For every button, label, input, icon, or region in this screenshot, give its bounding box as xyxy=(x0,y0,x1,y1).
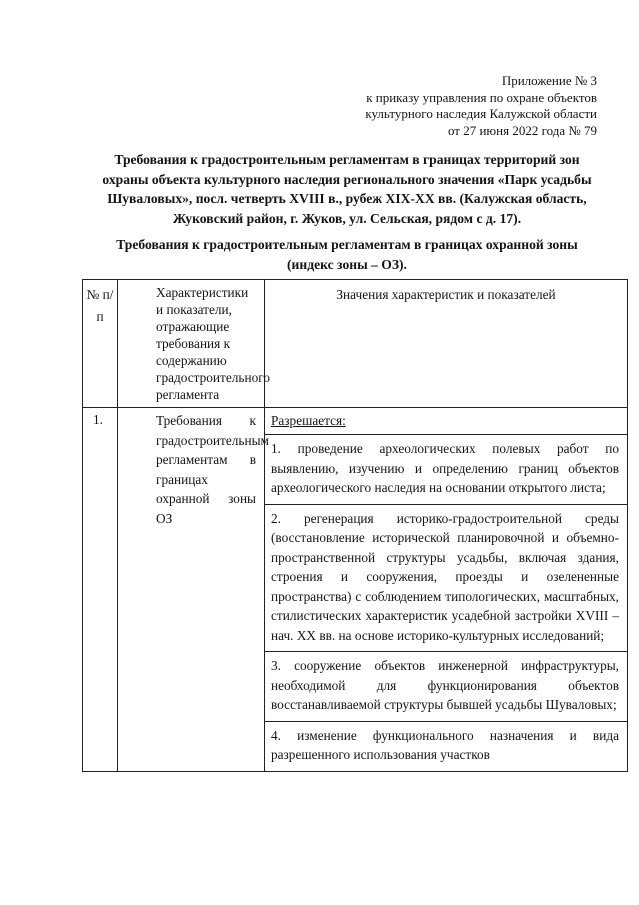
document-subtitle: Требования к градостроительным регламентам в границах охранной зоны (индекс зоны – ОЗ). xyxy=(116,237,578,272)
list-item: 2. регенерация историко-градостроительной среды (восстановление исторической планировочной и объемно-пространственной структуры усадьбы, включая здания, строения и сооружения, проезды и озелененные пространства) с соблюдением типологических, масштабных, стилистических характеристик усадебной застройки XVIII – нач. XX вв. на основе историко-культурных исследований; xyxy=(265,504,627,652)
header-num: № п/п xyxy=(86,287,114,324)
allowed-label: Разрешается: xyxy=(271,413,346,428)
list-item: 4. изменение функционального назначения и вида разрешенного использования участков xyxy=(265,721,627,771)
table-row xyxy=(83,408,628,772)
document-title: Требования к градостроительным регламентам в границах территорий зон охраны объекта культурного наследия регионального значения «Парк усадьбы Шуваловых», посл. четверть XVIII в., рубеж XIX-XX вв. (Калужская область, Жуковский район, г. Жуков, ул. Сельская, рядом с д. 17). xyxy=(102,152,592,226)
appendix-line: Приложение № 3 xyxy=(501,73,597,88)
header-values: Значения характеристик и показателей xyxy=(336,287,556,302)
header-characteristics: Характеристики и показатели, отражающие требования к содержанию градостроительного регламента xyxy=(156,285,270,402)
row-num-cell xyxy=(83,408,118,772)
requirements-table xyxy=(82,279,628,772)
row-values-cell xyxy=(265,408,628,772)
list-item: 3. сооружение объектов инженерной инфраструктуры, необходимой для функционирования объектов восстанавливаемой структуры бывшей усадьбы Шуваловых; xyxy=(265,651,627,721)
row-num: 1. xyxy=(93,412,103,427)
header-characteristics-cell xyxy=(118,280,270,408)
header-num-cell xyxy=(83,280,118,408)
table-header-row xyxy=(83,280,628,408)
appendix-line: от 27 июня 2022 года № 79 xyxy=(447,122,597,138)
row-characteristic-cell xyxy=(118,408,269,772)
appendix-block xyxy=(297,73,597,139)
header-values-cell xyxy=(265,280,628,408)
list-item: 1. проведение археологических полевых работ по выявлению, изучению и определению границ объектов археологического наследия на основании открытого листа; xyxy=(265,434,627,504)
appendix-line: культурного наследия Калужской области xyxy=(365,106,597,121)
appendix-line: к приказу управления по охране объектов xyxy=(366,89,597,105)
row-characteristic: Требования к градостроительным регламентам в границах охранной зоны ОЗ xyxy=(156,413,269,526)
